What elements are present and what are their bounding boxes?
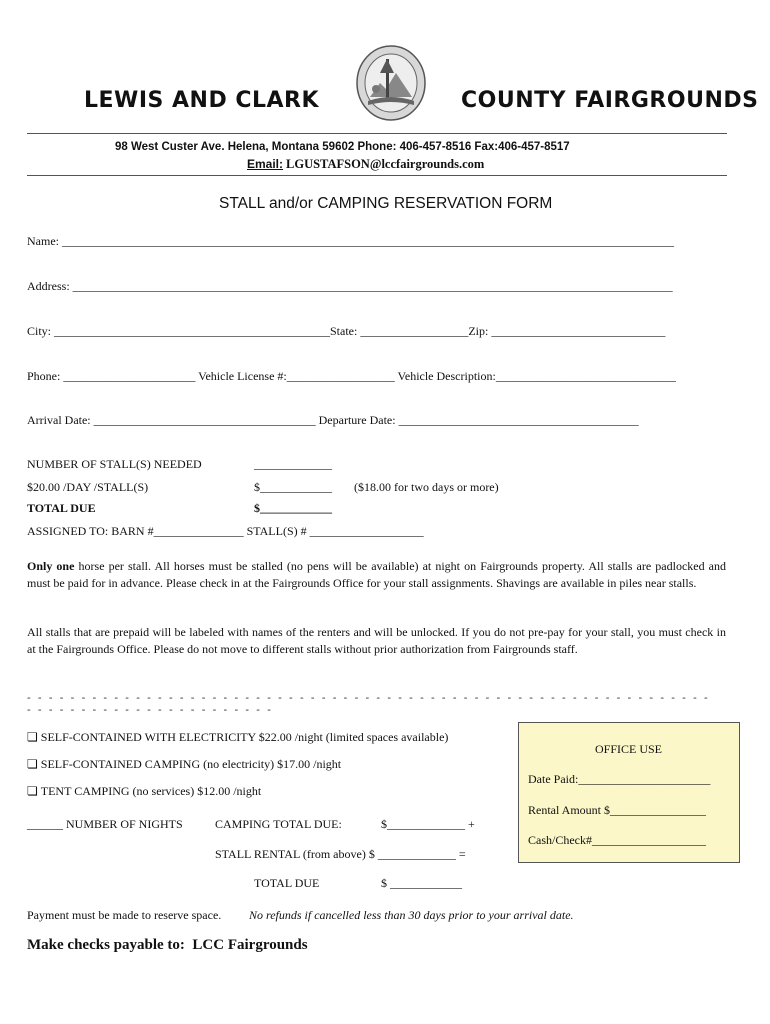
email-value[interactable]: LGUSTAFSON@lccfairgrounds.com [286, 157, 485, 171]
rule-text: horse per stall. All horses must be stalled (no pens will be available) at night on Fairgrounds property. All stalls are padlocked and must be paid for in advance. Please check in at the Fairgrounds Office for your stall assignments. Shavings are available in piles near stalls. [27, 559, 727, 590]
grand-total-label: TOTAL DUE [254, 876, 320, 890]
checkbox-icon[interactable]: ❏ [27, 730, 38, 744]
rule-emphasis: Only one [27, 559, 75, 573]
checkbox-icon[interactable]: ❏ [27, 757, 38, 771]
dashed-divider: - - - - - - - - - - - - - - - - - - - - - - - - - - - - - - - - - - - - - - - - - - - - - - - - - - - - - - - - - - - - - - - - - - - - - - - - - - - - - - - - - - - - - - [27, 692, 710, 716]
refund-note: No refunds if cancelled less than 30 days prior to your arrival date. [249, 908, 574, 922]
contact-email-line [247, 157, 484, 172]
camping-option-label: TENT CAMPING (no services) $12.00 /night [40, 784, 262, 798]
payment-note: Payment must be made to reserve space. [27, 908, 222, 922]
camping-option-no-electric[interactable] [27, 757, 341, 772]
stall-total-label: TOTAL DUE [27, 501, 96, 515]
checkbox-icon[interactable]: ❏ [27, 784, 38, 798]
make-checks-line [27, 937, 308, 954]
stall-count-label: NUMBER OF STALL(S) NEEDED [27, 457, 202, 471]
stall-rules-paragraph [27, 558, 726, 591]
stall-total-field[interactable]: $____________ [254, 501, 332, 515]
checks-label: Make checks payable to: [27, 937, 185, 953]
office-use-box [518, 722, 740, 863]
city-state-zip-field[interactable]: City: ______________________________________________State: __________________Zip: _____________________________ [27, 324, 666, 338]
office-use-title: OFFICE USE [595, 742, 663, 756]
form-title: STALL and/or CAMPING RESERVATION FORM [219, 195, 553, 212]
office-rental-amount-field[interactable]: Rental Amount $________________ [528, 803, 706, 817]
header-divider-top [27, 133, 727, 134]
name-field[interactable]: Name: ______________________________________________________________________________________________________ [27, 234, 674, 248]
stall-rate-label: $20.00 /DAY /STALL(S) [27, 480, 149, 494]
fairgrounds-title-right: COUNTY FAIRGROUNDS [461, 88, 759, 113]
office-cash-check-field[interactable]: Cash/Check#___________________ [528, 833, 706, 847]
camping-total-label: CAMPING TOTAL DUE: [215, 817, 342, 831]
contact-address-line: 98 West Custer Ave. Helena, Montana 59602 Phone: 406-457-8516 Fax:406-457-8517 [115, 141, 570, 153]
phone-vehicle-field[interactable]: Phone: ______________________ Vehicle License #:__________________ Vehicle Description:______________________________ [27, 369, 676, 383]
fairgrounds-title-left: LEWIS AND CLARK [84, 88, 320, 113]
checks-payee: LCC Fairgrounds [192, 937, 308, 953]
arrival-departure-field[interactable]: Arrival Date: _____________________________________ Departure Date: ________________________________________ [27, 413, 639, 427]
number-of-nights-field[interactable]: ______ NUMBER OF NIGHTS [27, 817, 183, 831]
county-seal-logo [356, 45, 426, 121]
grand-total-field[interactable]: $ ____________ [381, 876, 462, 890]
stall-rate-field[interactable]: $____________ [254, 480, 332, 494]
camping-option-label: SELF-CONTAINED WITH ELECTRICITY $22.00 /night (limited spaces available) [40, 730, 449, 744]
address-field[interactable]: Address: ____________________________________________________________________________________________________ [27, 279, 673, 293]
email-label: Email: [247, 157, 284, 171]
camping-total-field[interactable]: $_____________ + [381, 817, 475, 831]
office-date-paid-field[interactable]: Date Paid:______________________ [528, 772, 711, 786]
stall-rental-field[interactable]: STALL RENTAL (from above) $ _____________ = [215, 847, 466, 861]
header-divider-bottom [27, 175, 727, 176]
camping-option-electric[interactable] [27, 730, 448, 745]
assigned-barn-stall-field[interactable]: ASSIGNED TO: BARN #_______________ STALL(S) # ___________________ [27, 524, 424, 538]
stall-count-field[interactable]: _____________ [254, 457, 332, 471]
prepay-rules-paragraph: All stalls that are prepaid will be labeled with names of the renters and will be unlocked. If you do not pre-pay for your stall, you must check in at the Fairgrounds Office. Please do not move to different stalls without prior authorization from Fairgrounds staff. [27, 625, 726, 656]
camping-option-label: SELF-CONTAINED CAMPING (no electricity) $17.00 /night [40, 757, 342, 771]
camping-option-tent[interactable] [27, 784, 261, 799]
stall-rate-note: ($18.00 for two days or more) [354, 480, 499, 494]
